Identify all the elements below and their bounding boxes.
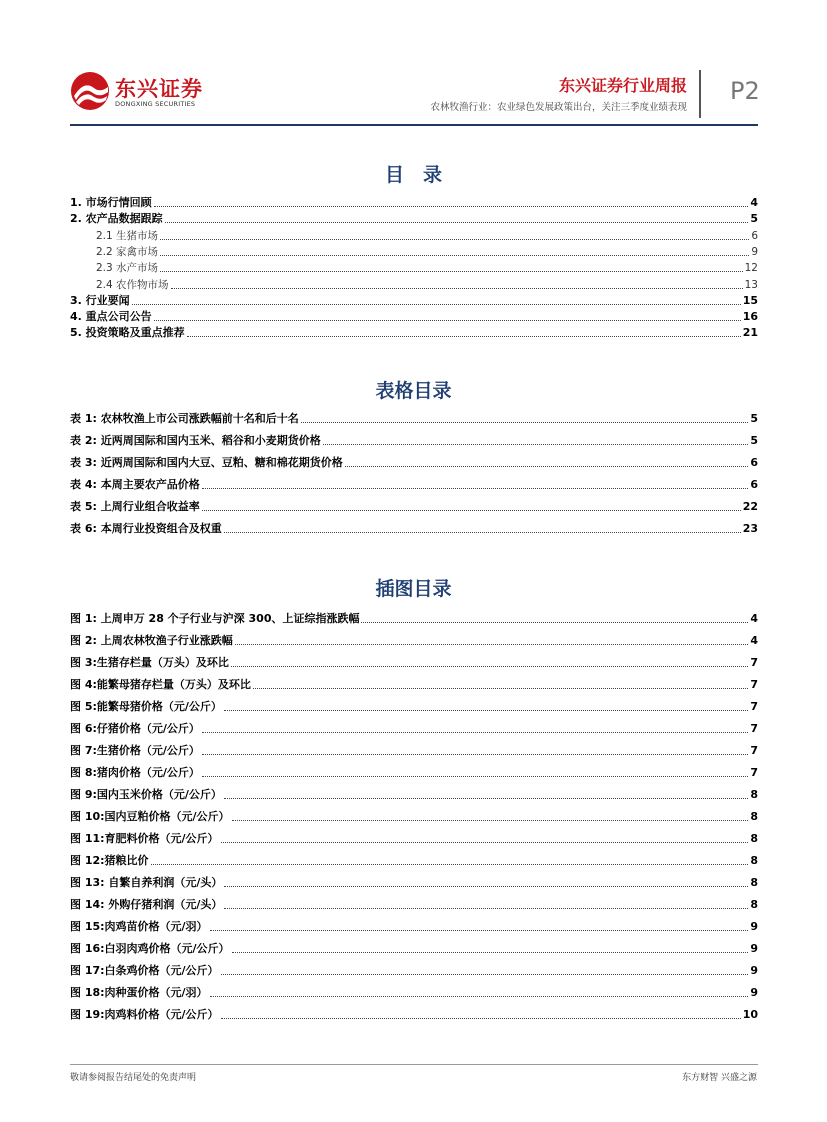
entry-label: 图 4:能繁母猪存栏量（万头）及环比: [70, 678, 251, 691]
entry-page-number: 12: [744, 262, 758, 275]
entry-label: 2.4 农作物市场: [96, 278, 169, 291]
entry-label: 3. 行业要闻: [70, 293, 130, 307]
footer-slogan: 东方财智 兴盛之源: [682, 1073, 757, 1083]
entry-page-number: 16: [742, 310, 758, 324]
figure-entry[interactable]: [70, 632, 758, 648]
entry-label: 表 5: 上周行业组合收益率: [70, 500, 200, 513]
entry-label: 图 9:国内玉米价格（元/公斤）: [70, 788, 222, 801]
logo-chinese-name: 东兴证券: [115, 77, 203, 101]
dot-leader: [210, 996, 749, 997]
entry-page-number: 13: [744, 278, 758, 291]
dot-leader: [160, 239, 749, 240]
dot-leader: [231, 666, 748, 667]
dot-leader: [224, 886, 748, 887]
entry-page-number: 8: [750, 788, 758, 801]
entry-page-number: 4: [750, 196, 758, 209]
figure-entry[interactable]: [70, 676, 758, 692]
entry-page-number: 7: [750, 766, 758, 779]
footer-disclaimer: 敬请参阅报告结尾处的免责声明: [70, 1073, 197, 1083]
entry-page-number: 23: [742, 522, 758, 535]
figure-entry[interactable]: [70, 764, 758, 780]
table-entry[interactable]: [70, 432, 758, 448]
entry-label: 图 2: 上周农林牧渔子行业涨跌幅: [70, 634, 233, 647]
entry-label: 图 18:肉种蛋价格（元/羽）: [70, 986, 208, 999]
entry-page-number: 7: [750, 744, 758, 757]
figure-entry[interactable]: [70, 610, 758, 626]
logo-mark-icon: [70, 70, 112, 112]
entry-label: 表 6: 本周行业投资组合及权重: [70, 522, 222, 535]
dot-leader: [160, 255, 749, 256]
entry-page-number: 5: [750, 212, 758, 226]
entry-page-number: 9: [750, 942, 758, 955]
tables-title: 表格目录: [375, 380, 452, 402]
dot-leader: [187, 336, 741, 337]
report-subtitle: 农林牧渔行业：农业绿色发展政策出台，关注三季度业绩表现: [430, 102, 687, 113]
table-entry[interactable]: [70, 454, 758, 470]
figure-entry[interactable]: [70, 852, 758, 868]
toc-entry[interactable]: [70, 308, 758, 324]
entry-label: 2.1 生猪市场: [96, 229, 159, 242]
entry-page-number: 21: [742, 326, 758, 340]
dot-leader: [235, 644, 749, 645]
table-entry[interactable]: [70, 498, 758, 514]
toc-entry[interactable]: [96, 227, 758, 243]
entry-page-number: 9: [750, 920, 758, 933]
dot-leader: [232, 952, 749, 953]
entry-label: 图 16:白羽肉鸡价格（元/公斤）: [70, 942, 230, 955]
entry-page-number: 7: [750, 700, 758, 713]
entry-page-number: 15: [742, 293, 758, 307]
entry-page-number: 8: [750, 810, 758, 823]
entry-page-number: 4: [750, 634, 758, 647]
entry-page-number: 9: [751, 245, 758, 258]
page-header: [0, 0, 827, 130]
entry-label: 图 13: 自繁自养利润（元/头）: [70, 876, 223, 889]
entry-page-number: 6: [751, 229, 758, 242]
figure-entry[interactable]: [70, 984, 758, 1000]
entry-page-number: 8: [750, 832, 758, 845]
entry-page-number: 9: [750, 964, 758, 977]
dot-leader: [202, 732, 748, 733]
entry-label: 图 7:生猪价格（元/公斤）: [70, 744, 200, 757]
entry-page-number: 5: [750, 412, 758, 425]
dot-leader: [202, 488, 749, 489]
dot-leader: [160, 271, 743, 272]
footer-rule: [70, 1064, 758, 1065]
entry-label: 表 2: 近两周国际和国内玉米、稻谷和小麦期货价格: [70, 434, 321, 447]
entry-label: 2.2 家禽市场: [96, 245, 159, 258]
toc-entry[interactable]: [96, 259, 758, 275]
company-logo: [70, 70, 220, 120]
dot-leader: [171, 288, 743, 289]
dot-leader: [210, 930, 749, 931]
toc-entry[interactable]: [70, 292, 758, 308]
figure-entry[interactable]: [70, 698, 758, 714]
header-rule: [70, 124, 758, 126]
toc-title: 目 录: [384, 164, 442, 186]
entry-label: 5. 投资策略及重点推荐: [70, 326, 185, 340]
entry-label: 图 19:肉鸡料价格（元/公斤）: [70, 1008, 219, 1021]
dot-leader: [301, 422, 749, 423]
entry-label: 图 10:国内豆粕价格（元/公斤）: [70, 810, 230, 823]
dot-leader: [323, 444, 749, 445]
entry-label: 1. 市场行情回顾: [70, 196, 152, 209]
figure-entry[interactable]: [70, 808, 758, 824]
figure-entry[interactable]: [70, 940, 758, 956]
entry-page-number: 10: [742, 1008, 758, 1021]
figure-entry[interactable]: [70, 962, 758, 978]
report-title: 东兴证券行业周报: [558, 76, 687, 95]
entry-label: 图 14: 外购仔猪利润（元/头）: [70, 898, 223, 911]
entry-label: 图 3:生猪存栏量（万头）及环比: [70, 656, 229, 669]
figure-entry[interactable]: [70, 742, 758, 758]
page-number-label: P2: [730, 77, 760, 105]
dot-leader: [224, 798, 748, 799]
dot-leader: [253, 688, 748, 689]
entry-page-number: 8: [750, 876, 758, 889]
dot-leader: [132, 304, 741, 305]
entry-label: 图 11:育肥料价格（元/公斤）: [70, 832, 219, 845]
figures-title: 插图目录: [375, 578, 452, 600]
dot-leader: [345, 466, 749, 467]
entry-label: 图 1: 上周申万 28 个子行业与沪深 300、上证综指涨跌幅: [70, 612, 360, 625]
entry-label: 图 6:仔猪价格（元/公斤）: [70, 722, 200, 735]
figure-entry[interactable]: [70, 830, 758, 846]
toc-entry[interactable]: [96, 243, 758, 259]
entry-page-number: 6: [750, 478, 758, 491]
toc-entry[interactable]: [70, 194, 758, 210]
toc-entry[interactable]: [70, 324, 758, 340]
dot-leader: [221, 1018, 741, 1019]
entry-label: 图 8:猪肉价格（元/公斤）: [70, 766, 200, 779]
figure-entry[interactable]: [70, 896, 758, 912]
entry-label: 表 3: 近两周国际和国内大豆、豆粕、糖和棉花期货价格: [70, 456, 343, 469]
dot-leader: [154, 320, 741, 321]
entry-page-number: 6: [750, 456, 758, 469]
dot-leader: [221, 842, 749, 843]
entry-label: 图 5:能繁母猪价格（元/公斤）: [70, 700, 222, 713]
entry-label: 表 4: 本周主要农产品价格: [70, 478, 200, 491]
figure-entry[interactable]: [70, 874, 758, 890]
table-entry[interactable]: [70, 410, 758, 426]
dot-leader: [224, 710, 748, 711]
dot-leader: [151, 864, 749, 865]
dot-leader: [154, 206, 749, 207]
entry-page-number: 7: [750, 656, 758, 669]
entry-page-number: 4: [750, 612, 758, 625]
dot-leader: [361, 622, 748, 623]
figure-entry[interactable]: [70, 918, 758, 934]
entry-page-number: 7: [750, 722, 758, 735]
entry-label: 图 17:白条鸡价格（元/公斤）: [70, 964, 219, 977]
entry-label: 图 12:猪粮比价: [70, 854, 149, 867]
entry-page-number: 7: [750, 678, 758, 691]
entry-label: 2.3 水产市场: [96, 262, 159, 275]
entry-page-number: 5: [750, 434, 758, 447]
entry-page-number: 8: [750, 854, 758, 867]
entry-page-number: 8: [750, 898, 758, 911]
entry-label: 表 1: 农林牧渔上市公司涨跌幅前十名和后十名: [70, 412, 299, 425]
dot-leader: [232, 820, 749, 821]
figure-entry[interactable]: [70, 654, 758, 670]
figure-entry[interactable]: [70, 786, 758, 802]
figure-entry[interactable]: [70, 1006, 758, 1022]
entry-label: 4. 重点公司公告: [70, 310, 152, 324]
entry-label: 2. 农产品数据跟踪: [70, 212, 163, 226]
dot-leader: [165, 222, 749, 223]
dot-leader: [224, 532, 741, 533]
dot-leader: [221, 974, 749, 975]
dot-leader: [202, 510, 741, 511]
header-divider: [699, 70, 701, 118]
toc-entry[interactable]: [70, 210, 758, 226]
entry-label: 图 15:肉鸡苗价格（元/羽）: [70, 920, 208, 933]
logo-english-name: DONGXING SECURITIES: [115, 100, 196, 108]
toc-entry[interactable]: [96, 276, 758, 292]
dot-leader: [224, 908, 748, 909]
dot-leader: [202, 754, 748, 755]
figure-entry[interactable]: [70, 720, 758, 736]
dot-leader: [202, 776, 748, 777]
table-entry[interactable]: [70, 520, 758, 536]
entry-page-number: 22: [742, 500, 758, 513]
table-entry[interactable]: [70, 476, 758, 492]
entry-page-number: 9: [750, 986, 758, 999]
